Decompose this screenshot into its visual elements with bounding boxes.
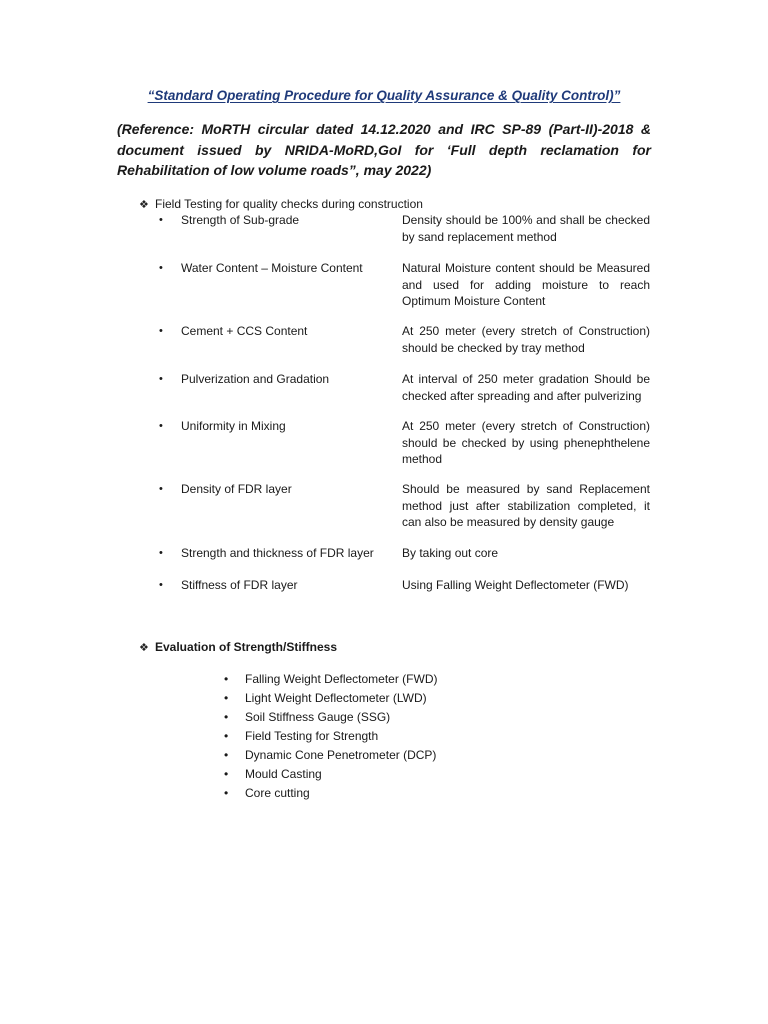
check-requirement: At 250 meter (every stretch of Construction) should be checked by using phenephthelene method — [402, 419, 650, 466]
evaluation-item: Field Testing for Strength — [245, 729, 379, 743]
check-parameter: Cement + CCS Content — [181, 324, 308, 338]
page-title: “Standard Operating Procedure for Quality Assurance & Quality Control)” — [147, 88, 621, 103]
evaluation-item: Dynamic Cone Penetrometer (DCP) — [245, 748, 437, 762]
check-parameter: Pulverization and Gradation — [181, 372, 330, 386]
check-requirement: Using Falling Weight Deflectometer (FWD) — [402, 578, 629, 592]
bullet-icon: • — [224, 710, 229, 724]
evaluation-list — [0, 670, 768, 803]
bullet-icon: • — [159, 373, 163, 385]
list-item — [0, 765, 768, 784]
check-parameter: Strength of Sub-grade — [181, 213, 300, 227]
check-requirement: Should be measured by sand Replacement method just after stabilization completed, it can also be measured by density gauge — [402, 482, 650, 529]
check-parameter: Strength and thickness of FDR layer — [181, 546, 374, 560]
list-item — [0, 689, 768, 708]
field-testing-heading — [139, 196, 423, 213]
check-requirement: At interval of 250 meter gradation Should be checked after spreading and after pulverizing — [402, 372, 650, 403]
check-requirement: At 250 meter (every stretch of Construction) should be checked by tray method — [402, 324, 650, 355]
list-item — [0, 670, 768, 689]
reference-paragraph: (Reference: MoRTH circular dated 14.12.2020 and IRC SP-89 (Part-II)-2018 & document issued by NRIDA-MoRD,GoI for ‘Full depth reclamation for Rehabilitation of low volume roads”, may 2022) — [117, 121, 651, 178]
check-parameter: Density of FDR layer — [181, 482, 292, 496]
bullet-icon: • — [159, 547, 163, 559]
bullet-icon: • — [224, 729, 229, 743]
evaluation-item: Light Weight Deflectometer (LWD) — [245, 691, 427, 705]
field-testing-heading-label: Field Testing for quality checks during construction — [155, 197, 423, 211]
bullet-icon: • — [224, 767, 229, 781]
bullet-icon: • — [159, 262, 163, 274]
list-item — [0, 784, 768, 803]
bullet-icon: • — [159, 214, 163, 226]
evaluation-heading-label: Evaluation of Strength/Stiffness — [155, 640, 338, 654]
evaluation-item: Soil Stiffness Gauge (SSG) — [245, 710, 391, 724]
check-requirement: Density should be 100% and shall be checked by sand replacement method — [402, 213, 650, 244]
evaluation-item: Core cutting — [245, 786, 310, 800]
bullet-icon: • — [159, 325, 163, 337]
bullet-icon: • — [224, 786, 229, 800]
list-item — [0, 708, 768, 727]
evaluation-heading — [139, 639, 337, 656]
diamond-bullet-icon: ❖ — [139, 642, 149, 654]
bullet-icon: • — [224, 672, 229, 686]
check-parameter: Uniformity in Mixing — [181, 419, 286, 433]
evaluation-item: Mould Casting — [245, 767, 322, 781]
diamond-bullet-icon: ❖ — [139, 199, 149, 211]
bullet-icon: • — [224, 748, 229, 762]
bullet-icon: • — [159, 420, 163, 432]
check-requirement: By taking out core — [402, 546, 499, 560]
check-requirement: Natural Moisture content should be Measured and used for adding moisture to reach Optimum Moisture Content — [402, 261, 650, 308]
check-parameter: Stiffness of FDR layer — [181, 578, 298, 592]
list-item — [0, 727, 768, 746]
evaluation-item: Falling Weight Deflectometer (FWD) — [245, 672, 438, 686]
bullet-icon: • — [159, 483, 163, 495]
bullet-icon: • — [159, 579, 163, 591]
check-parameter: Water Content – Moisture Content — [181, 261, 363, 275]
list-item — [0, 746, 768, 765]
bullet-icon: • — [224, 691, 229, 705]
